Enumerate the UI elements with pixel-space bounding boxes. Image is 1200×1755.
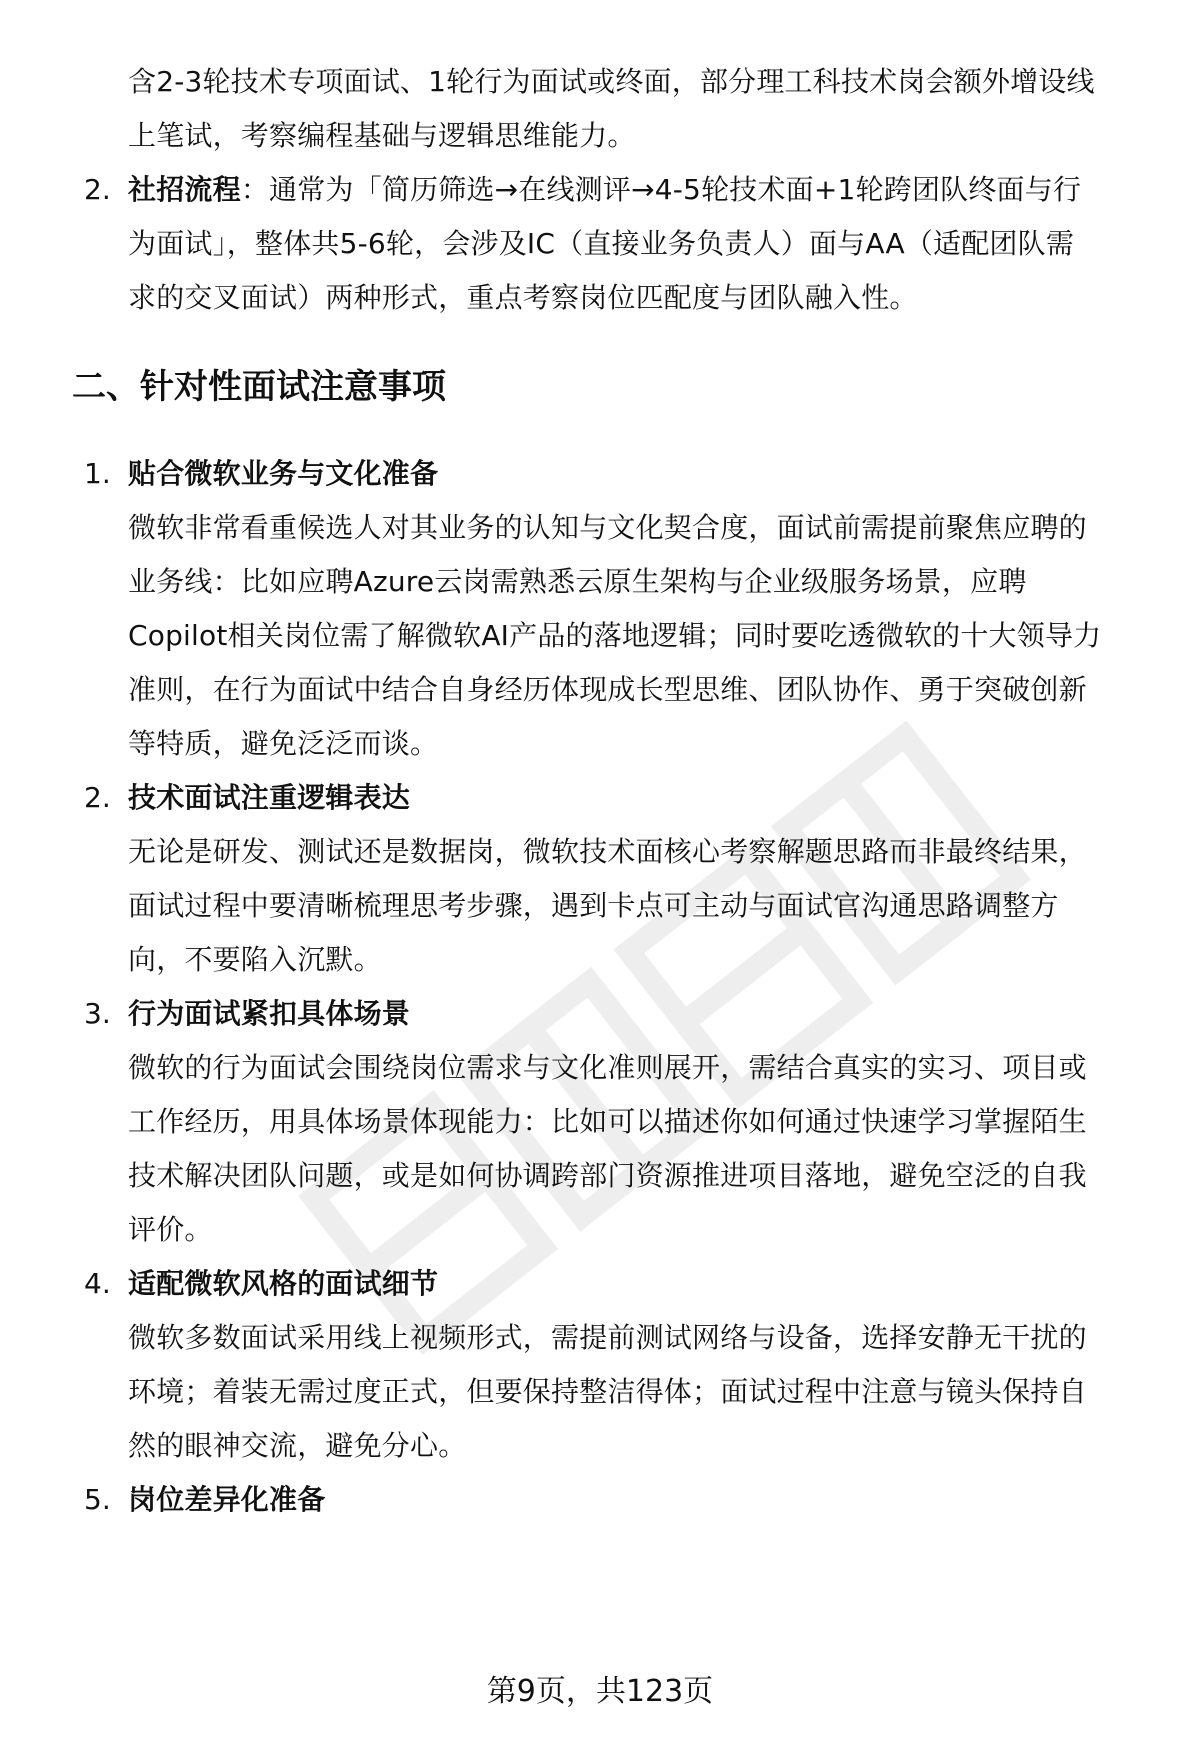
item-text: 业务线：比如应聘Azure云岗需熟悉云原生架构与企业级服务场景，应聘 <box>128 565 1027 598</box>
intro-line-2: 上笔试，考察编程基础与逻辑思维能力。 <box>128 119 636 152</box>
list-number: 4. <box>84 1267 111 1300</box>
item-title: 社招流程 <box>128 173 241 206</box>
item-title: 岗位差异化准备 <box>128 1483 326 1516</box>
list-number: 2. <box>84 173 111 206</box>
list-item <box>128 170 1081 210</box>
item-text: ：通常为「简历筛选→在线测评→4-5轮技术面+1轮跨团队终面与行 <box>240 173 1082 206</box>
item-text: 微软多数面试采用线上视频形式，需提前测试网络与设备，选择安静无干扰的 <box>128 1321 1087 1354</box>
item-text: 环境；着装无需过度正式，但要保持整洁得体；面试过程中注意与镜头保持自 <box>128 1375 1087 1408</box>
item-title: 适配微软风格的面试细节 <box>128 1267 439 1300</box>
item-text: 工作经历，用具体场景体现能力：比如可以描述你如何通过快速学习掌握陌生 <box>128 1105 1087 1138</box>
item-text: Copilot相关岗位需了解微软AI产品的落地逻辑；同时要吃透微软的十大领导力 <box>128 619 1102 652</box>
item-text: 微软的行为面试会围绕岗位需求与文化准则展开，需结合真实的实习、项目或 <box>128 1051 1087 1084</box>
item-text: 无论是研发、测试还是数据岗，微软技术面核心考察解题思路而非最终结果， <box>128 835 1087 868</box>
list-number: 2. <box>84 781 111 814</box>
item-text: 为面试」，整体共5-6轮，会涉及IC（直接业务负责人）面与AA（适配团队需 <box>128 227 1075 260</box>
item-title: 贴合微软业务与文化准备 <box>128 457 439 490</box>
list-number: 3. <box>84 997 111 1030</box>
item-text: 求的交叉面试）两种形式，重点考察岗位匹配度与团队融入性。 <box>128 281 918 314</box>
intro-line-1: 含2-3轮技术专项面试、1轮行为面试或终面，部分理工科技术岗会额外增设线 <box>128 65 1095 98</box>
section-heading: 二、针对性面试注意事项 <box>72 367 446 407</box>
item-text: 准则，在行为面试中结合自身经历体现成长型思维、团队协作、勇于突破创新 <box>128 673 1087 706</box>
item-text: 然的眼神交流，避免分心。 <box>128 1429 467 1462</box>
list-number: 1. <box>84 457 111 490</box>
page-footer: 第9页，共123页 <box>486 1674 714 1709</box>
item-text: 面试过程中要清晰梳理思考步骤，遇到卡点可主动与面试官沟通思路调整方 <box>128 889 1059 922</box>
item-text: 等特质，避免泛泛而谈。 <box>128 727 439 760</box>
item-text: 技术解决团队问题，或是如何协调跨部门资源推进项目落地，避免空泛的自我 <box>128 1159 1087 1192</box>
item-text: 向，不要陷入沉默。 <box>128 943 382 976</box>
item-text: 微软非常看重候选人对其业务的认知与文化契合度，面试前需提前聚焦应聘的 <box>128 511 1087 544</box>
list-number: 5. <box>84 1483 111 1516</box>
item-title: 行为面试紧扣具体场景 <box>128 997 411 1030</box>
item-title: 技术面试注重逻辑表达 <box>128 781 411 814</box>
item-text: 评价。 <box>128 1213 213 1246</box>
